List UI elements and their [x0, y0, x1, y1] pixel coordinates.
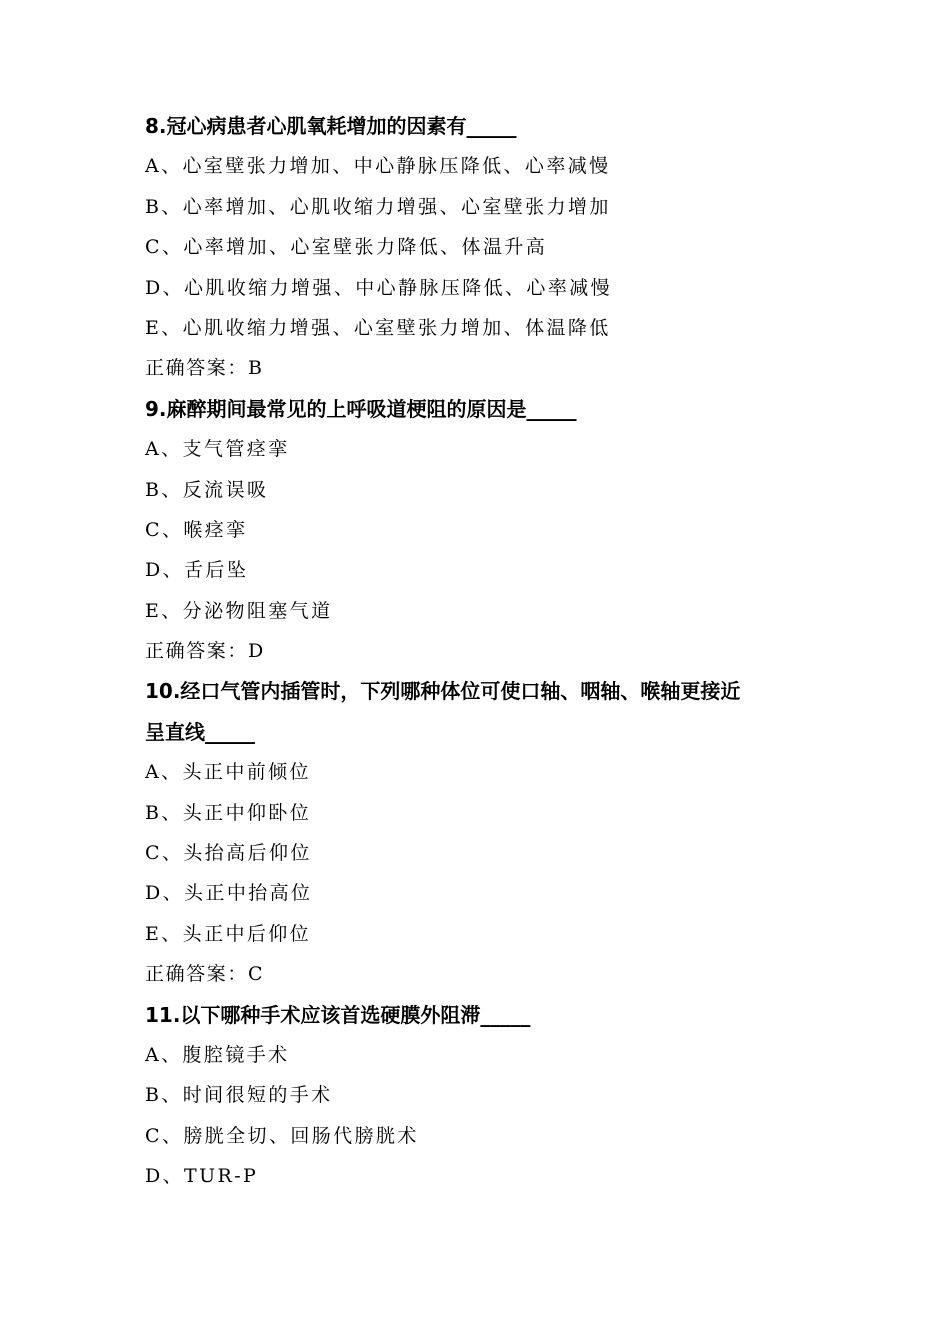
question-10-title-line-1: 10.经口气管内插管时，下列哪种体位可使口轴、咽轴、喉轴更接近: [145, 679, 741, 704]
question-8-option-a: A、心室壁张力增加、中心静脉压降低、心率减慢: [145, 155, 611, 178]
question-8-title: 8.冠心病患者心肌氧耗增加的因素有_____: [145, 114, 517, 138]
question-10-option-b: B、头正中仰卧位: [145, 801, 312, 824]
question-11-option-d: D、TUR-P: [145, 1165, 259, 1188]
question-8-option-e: E、心肌收缩力增强、心室壁张力增加、体温降低: [145, 316, 611, 339]
question-11-option-a: A、腹腔镜手术: [145, 1043, 290, 1066]
question-11-option-b: B、时间很短的手术: [145, 1084, 333, 1107]
question-9-answer: 正确答案：D: [145, 640, 265, 663]
question-8-option-d: D、心肌收缩力增强、中心静脉压降低、心率减慢: [145, 276, 613, 299]
question-8-option-c: C、心率增加、心室壁张力降低、体温升高: [145, 236, 548, 259]
question-10-option-a: A、头正中前倾位: [145, 761, 311, 784]
question-11-title: 11.以下哪种手术应该首选硬膜外阻滞_____: [145, 1002, 531, 1027]
question-9-option-d: D、舌后坠: [145, 559, 249, 582]
question-11-option-c: C、膀胱全切、回肠代膀胱术: [145, 1124, 419, 1147]
question-list: [145, 106, 825, 1197]
question-10-option-c: C、头抬高后仰位: [145, 842, 312, 865]
question-10-option-e: E、头正中后仰位: [145, 922, 312, 945]
question-10-answer: 正确答案：C: [145, 963, 265, 986]
question-9-title: 9.麻醉期间最常见的上呼吸道梗阻的原因是_____: [145, 396, 577, 421]
question-9-option-b: B、反流误吸: [145, 478, 269, 501]
question-9-option-c: C、喉痉挛: [145, 518, 248, 541]
question-10-title-line-2: 呈直线_____: [145, 719, 255, 744]
question-9-option-a: A、支气管痉挛: [145, 438, 290, 461]
question-8-option-b: B、心率增加、心肌收缩力增强、心室壁张力增加: [145, 195, 611, 218]
question-10-option-d: D、头正中抬高位: [145, 882, 313, 905]
question-8-answer: 正确答案：B: [145, 357, 264, 380]
question-9-option-e: E、分泌物阻塞气道: [145, 599, 333, 622]
